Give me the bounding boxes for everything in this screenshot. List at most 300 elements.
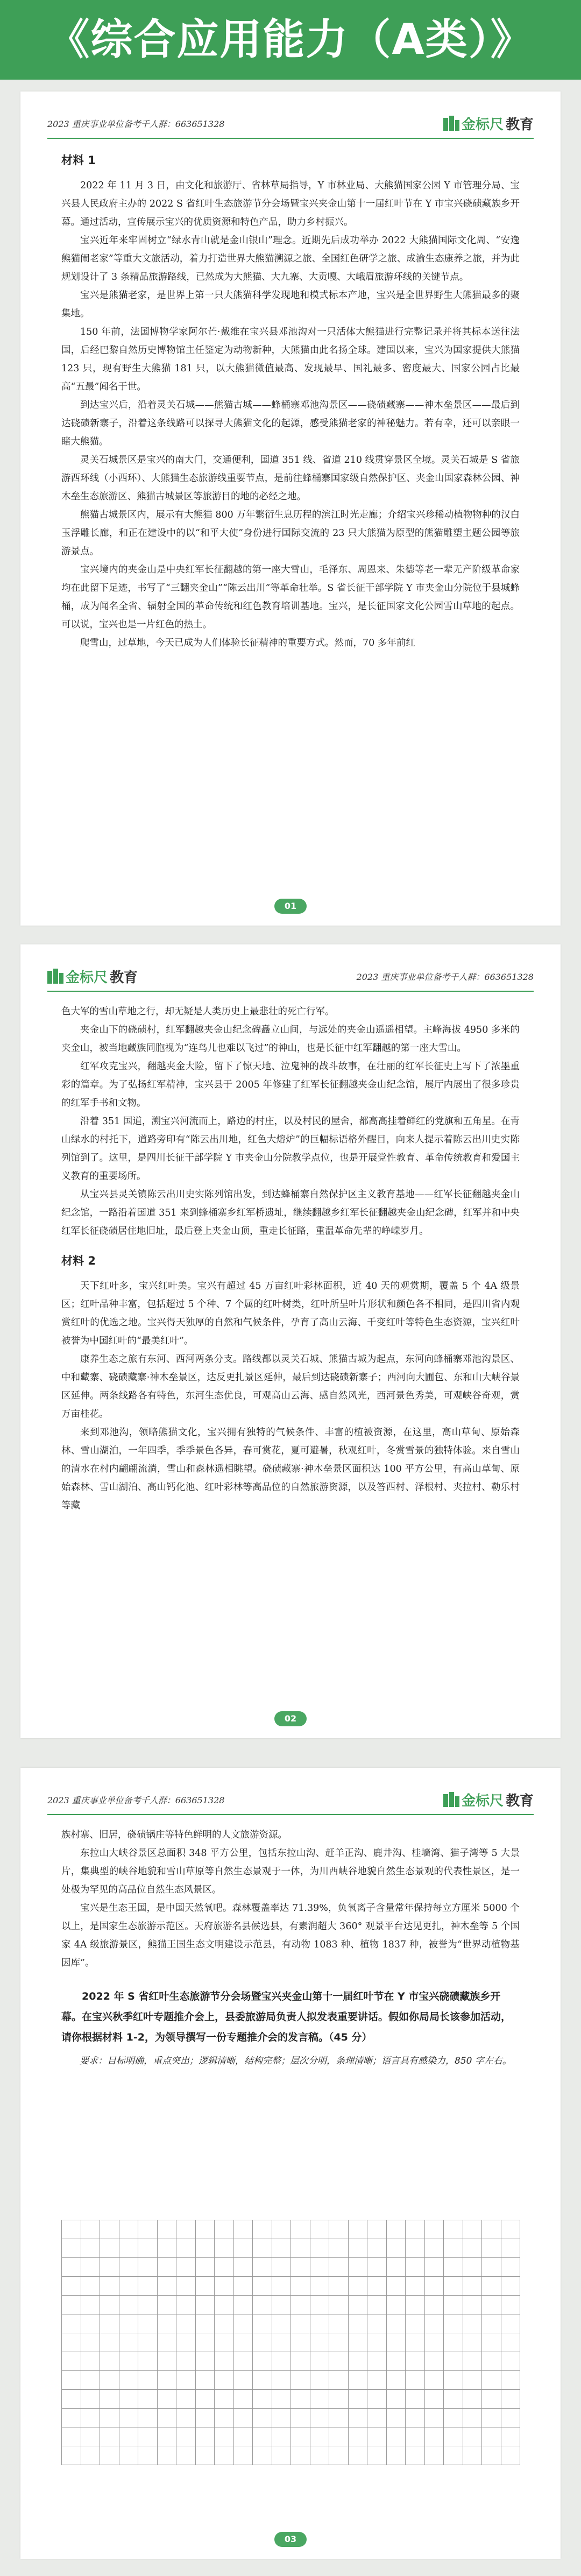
grid-cell[interactable] bbox=[81, 2239, 101, 2258]
grid-cell[interactable] bbox=[176, 2296, 196, 2314]
grid-cell[interactable] bbox=[291, 2239, 310, 2258]
grid-cell[interactable] bbox=[158, 2371, 177, 2390]
grid-cell[interactable] bbox=[62, 2220, 81, 2239]
grid-cell[interactable] bbox=[444, 2258, 463, 2277]
grid-cell[interactable] bbox=[81, 2220, 101, 2239]
grid-cell[interactable] bbox=[119, 2427, 139, 2446]
grid-cell[interactable] bbox=[349, 2258, 368, 2277]
answer-grid[interactable] bbox=[61, 2220, 520, 2465]
grid-cell[interactable] bbox=[234, 2390, 253, 2409]
grid-cell[interactable] bbox=[215, 2409, 234, 2427]
grid-cell[interactable] bbox=[253, 2390, 272, 2409]
grid-cell[interactable] bbox=[463, 2277, 483, 2296]
grid-cell[interactable] bbox=[463, 2409, 483, 2427]
grid-cell[interactable] bbox=[196, 2314, 215, 2333]
grid-cell[interactable] bbox=[272, 2314, 292, 2333]
grid-cell[interactable] bbox=[62, 2239, 81, 2258]
grid-cell[interactable] bbox=[138, 2427, 158, 2446]
grid-cell[interactable] bbox=[272, 2427, 292, 2446]
grid-cell[interactable] bbox=[310, 2427, 330, 2446]
grid-cell[interactable] bbox=[138, 2258, 158, 2277]
grid-cell[interactable] bbox=[158, 2446, 177, 2465]
grid-cell[interactable] bbox=[406, 2296, 425, 2314]
grid-cell[interactable] bbox=[272, 2258, 292, 2277]
grid-cell[interactable] bbox=[501, 2371, 521, 2390]
grid-cell[interactable] bbox=[349, 2390, 368, 2409]
grid-cell[interactable] bbox=[406, 2409, 425, 2427]
grid-cell[interactable] bbox=[81, 2352, 101, 2371]
grid-cell[interactable] bbox=[310, 2239, 330, 2258]
grid-cell[interactable] bbox=[463, 2352, 483, 2371]
grid-cell[interactable] bbox=[387, 2371, 406, 2390]
grid-cell[interactable] bbox=[234, 2352, 253, 2371]
grid-cell[interactable] bbox=[196, 2371, 215, 2390]
grid-cell[interactable] bbox=[234, 2277, 253, 2296]
grid-cell[interactable] bbox=[100, 2277, 119, 2296]
grid-cell[interactable] bbox=[81, 2296, 101, 2314]
grid-cell[interactable] bbox=[425, 2427, 444, 2446]
grid-cell[interactable] bbox=[62, 2446, 81, 2465]
grid-cell[interactable] bbox=[444, 2409, 463, 2427]
grid-cell[interactable] bbox=[501, 2427, 521, 2446]
grid-cell[interactable] bbox=[349, 2314, 368, 2333]
grid-cell[interactable] bbox=[501, 2277, 521, 2296]
grid-cell[interactable] bbox=[482, 2390, 501, 2409]
grid-cell[interactable] bbox=[501, 2333, 521, 2352]
grid-cell[interactable] bbox=[138, 2239, 158, 2258]
grid-cell[interactable] bbox=[367, 2296, 387, 2314]
grid-cell[interactable] bbox=[196, 2296, 215, 2314]
grid-cell[interactable] bbox=[176, 2277, 196, 2296]
grid-cell[interactable] bbox=[367, 2390, 387, 2409]
grid-cell[interactable] bbox=[425, 2314, 444, 2333]
grid-cell[interactable] bbox=[367, 2277, 387, 2296]
grid-cell[interactable] bbox=[253, 2239, 272, 2258]
grid-cell[interactable] bbox=[138, 2277, 158, 2296]
grid-cell[interactable] bbox=[367, 2314, 387, 2333]
grid-cell[interactable] bbox=[406, 2220, 425, 2239]
grid-cell[interactable] bbox=[62, 2371, 81, 2390]
grid-cell[interactable] bbox=[406, 2333, 425, 2352]
grid-cell[interactable] bbox=[176, 2352, 196, 2371]
grid-cell[interactable] bbox=[444, 2390, 463, 2409]
grid-cell[interactable] bbox=[215, 2390, 234, 2409]
grid-cell[interactable] bbox=[406, 2427, 425, 2446]
grid-cell[interactable] bbox=[482, 2220, 501, 2239]
grid-cell[interactable] bbox=[272, 2446, 292, 2465]
grid-cell[interactable] bbox=[272, 2277, 292, 2296]
grid-cell[interactable] bbox=[158, 2277, 177, 2296]
grid-cell[interactable] bbox=[501, 2352, 521, 2371]
grid-cell[interactable] bbox=[349, 2296, 368, 2314]
grid-cell[interactable] bbox=[253, 2333, 272, 2352]
grid-cell[interactable] bbox=[196, 2390, 215, 2409]
grid-cell[interactable] bbox=[100, 2446, 119, 2465]
grid-cell[interactable] bbox=[196, 2258, 215, 2277]
grid-cell[interactable] bbox=[501, 2409, 521, 2427]
grid-cell[interactable] bbox=[176, 2314, 196, 2333]
grid-cell[interactable] bbox=[158, 2427, 177, 2446]
grid-cell[interactable] bbox=[215, 2333, 234, 2352]
grid-cell[interactable] bbox=[349, 2277, 368, 2296]
grid-cell[interactable] bbox=[444, 2446, 463, 2465]
grid-cell[interactable] bbox=[329, 2427, 349, 2446]
grid-cell[interactable] bbox=[425, 2220, 444, 2239]
grid-cell[interactable] bbox=[406, 2258, 425, 2277]
grid-cell[interactable] bbox=[367, 2220, 387, 2239]
grid-cell[interactable] bbox=[291, 2258, 310, 2277]
grid-cell[interactable] bbox=[387, 2352, 406, 2371]
grid-cell[interactable] bbox=[387, 2258, 406, 2277]
grid-cell[interactable] bbox=[176, 2258, 196, 2277]
grid-cell[interactable] bbox=[196, 2352, 215, 2371]
grid-cell[interactable] bbox=[367, 2427, 387, 2446]
grid-cell[interactable] bbox=[482, 2352, 501, 2371]
grid-cell[interactable] bbox=[482, 2427, 501, 2446]
grid-cell[interactable] bbox=[501, 2314, 521, 2333]
grid-cell[interactable] bbox=[215, 2220, 234, 2239]
grid-cell[interactable] bbox=[234, 2446, 253, 2465]
grid-cell[interactable] bbox=[196, 2409, 215, 2427]
grid-cell[interactable] bbox=[119, 2409, 139, 2427]
grid-cell[interactable] bbox=[234, 2371, 253, 2390]
grid-cell[interactable] bbox=[158, 2352, 177, 2371]
grid-cell[interactable] bbox=[62, 2352, 81, 2371]
grid-cell[interactable] bbox=[291, 2296, 310, 2314]
grid-cell[interactable] bbox=[119, 2352, 139, 2371]
grid-cell[interactable] bbox=[176, 2390, 196, 2409]
grid-cell[interactable] bbox=[81, 2258, 101, 2277]
grid-cell[interactable] bbox=[81, 2277, 101, 2296]
grid-cell[interactable] bbox=[291, 2409, 310, 2427]
grid-cell[interactable] bbox=[406, 2371, 425, 2390]
grid-cell[interactable] bbox=[215, 2277, 234, 2296]
grid-cell[interactable] bbox=[158, 2333, 177, 2352]
grid-cell[interactable] bbox=[100, 2314, 119, 2333]
grid-cell[interactable] bbox=[387, 2333, 406, 2352]
grid-cell[interactable] bbox=[349, 2371, 368, 2390]
grid-cell[interactable] bbox=[463, 2371, 483, 2390]
grid-cell[interactable] bbox=[387, 2220, 406, 2239]
grid-cell[interactable] bbox=[482, 2239, 501, 2258]
grid-cell[interactable] bbox=[310, 2390, 330, 2409]
grid-cell[interactable] bbox=[158, 2409, 177, 2427]
grid-cell[interactable] bbox=[310, 2446, 330, 2465]
grid-cell[interactable] bbox=[138, 2409, 158, 2427]
grid-cell[interactable] bbox=[100, 2258, 119, 2277]
grid-cell[interactable] bbox=[387, 2277, 406, 2296]
grid-cell[interactable] bbox=[367, 2352, 387, 2371]
grid-cell[interactable] bbox=[444, 2333, 463, 2352]
grid-cell[interactable] bbox=[406, 2277, 425, 2296]
grid-cell[interactable] bbox=[367, 2333, 387, 2352]
grid-cell[interactable] bbox=[310, 2352, 330, 2371]
grid-cell[interactable] bbox=[291, 2427, 310, 2446]
grid-cell[interactable] bbox=[234, 2333, 253, 2352]
grid-cell[interactable] bbox=[482, 2314, 501, 2333]
grid-cell[interactable] bbox=[158, 2239, 177, 2258]
grid-cell[interactable] bbox=[501, 2446, 521, 2465]
grid-cell[interactable] bbox=[463, 2333, 483, 2352]
grid-cell[interactable] bbox=[406, 2390, 425, 2409]
grid-cell[interactable] bbox=[425, 2352, 444, 2371]
grid-cell[interactable] bbox=[196, 2427, 215, 2446]
grid-cell[interactable] bbox=[463, 2239, 483, 2258]
grid-cell[interactable] bbox=[272, 2220, 292, 2239]
grid-cell[interactable] bbox=[158, 2314, 177, 2333]
grid-cell[interactable] bbox=[329, 2390, 349, 2409]
grid-cell[interactable] bbox=[387, 2446, 406, 2465]
grid-cell[interactable] bbox=[100, 2239, 119, 2258]
grid-cell[interactable] bbox=[196, 2239, 215, 2258]
grid-cell[interactable] bbox=[196, 2277, 215, 2296]
grid-cell[interactable] bbox=[310, 2333, 330, 2352]
grid-cell[interactable] bbox=[100, 2371, 119, 2390]
grid-cell[interactable] bbox=[234, 2258, 253, 2277]
grid-cell[interactable] bbox=[291, 2220, 310, 2239]
grid-cell[interactable] bbox=[100, 2390, 119, 2409]
grid-cell[interactable] bbox=[310, 2277, 330, 2296]
grid-cell[interactable] bbox=[272, 2352, 292, 2371]
grid-cell[interactable] bbox=[310, 2314, 330, 2333]
grid-cell[interactable] bbox=[253, 2371, 272, 2390]
grid-cell[interactable] bbox=[367, 2239, 387, 2258]
grid-cell[interactable] bbox=[444, 2277, 463, 2296]
grid-cell[interactable] bbox=[196, 2220, 215, 2239]
grid-cell[interactable] bbox=[406, 2446, 425, 2465]
grid-cell[interactable] bbox=[215, 2314, 234, 2333]
grid-cell[interactable] bbox=[62, 2277, 81, 2296]
grid-cell[interactable] bbox=[253, 2446, 272, 2465]
grid-cell[interactable] bbox=[444, 2427, 463, 2446]
grid-cell[interactable] bbox=[81, 2333, 101, 2352]
grid-cell[interactable] bbox=[329, 2352, 349, 2371]
grid-cell[interactable] bbox=[138, 2296, 158, 2314]
grid-cell[interactable] bbox=[349, 2220, 368, 2239]
grid-cell[interactable] bbox=[253, 2296, 272, 2314]
grid-cell[interactable] bbox=[253, 2258, 272, 2277]
grid-cell[interactable] bbox=[349, 2446, 368, 2465]
grid-cell[interactable] bbox=[329, 2409, 349, 2427]
grid-cell[interactable] bbox=[119, 2371, 139, 2390]
grid-cell[interactable] bbox=[253, 2314, 272, 2333]
grid-cell[interactable] bbox=[425, 2239, 444, 2258]
grid-cell[interactable] bbox=[329, 2314, 349, 2333]
grid-cell[interactable] bbox=[234, 2239, 253, 2258]
grid-cell[interactable] bbox=[62, 2409, 81, 2427]
grid-cell[interactable] bbox=[444, 2220, 463, 2239]
grid-cell[interactable] bbox=[482, 2333, 501, 2352]
grid-cell[interactable] bbox=[329, 2371, 349, 2390]
grid-cell[interactable] bbox=[100, 2352, 119, 2371]
grid-cell[interactable] bbox=[62, 2296, 81, 2314]
grid-cell[interactable] bbox=[291, 2352, 310, 2371]
grid-cell[interactable] bbox=[253, 2427, 272, 2446]
grid-cell[interactable] bbox=[234, 2220, 253, 2239]
grid-cell[interactable] bbox=[406, 2239, 425, 2258]
grid-cell[interactable] bbox=[81, 2409, 101, 2427]
grid-cell[interactable] bbox=[138, 2220, 158, 2239]
grid-cell[interactable] bbox=[444, 2239, 463, 2258]
grid-cell[interactable] bbox=[501, 2258, 521, 2277]
grid-cell[interactable] bbox=[482, 2296, 501, 2314]
grid-cell[interactable] bbox=[387, 2390, 406, 2409]
grid-cell[interactable] bbox=[119, 2239, 139, 2258]
grid-cell[interactable] bbox=[425, 2333, 444, 2352]
grid-cell[interactable] bbox=[367, 2409, 387, 2427]
grid-cell[interactable] bbox=[387, 2314, 406, 2333]
grid-cell[interactable] bbox=[215, 2427, 234, 2446]
grid-cell[interactable] bbox=[138, 2314, 158, 2333]
grid-cell[interactable] bbox=[62, 2258, 81, 2277]
grid-cell[interactable] bbox=[81, 2371, 101, 2390]
grid-cell[interactable] bbox=[310, 2258, 330, 2277]
grid-cell[interactable] bbox=[463, 2390, 483, 2409]
grid-cell[interactable] bbox=[463, 2220, 483, 2239]
grid-cell[interactable] bbox=[100, 2427, 119, 2446]
grid-cell[interactable] bbox=[272, 2409, 292, 2427]
grid-cell[interactable] bbox=[253, 2220, 272, 2239]
grid-cell[interactable] bbox=[158, 2296, 177, 2314]
grid-cell[interactable] bbox=[215, 2446, 234, 2465]
grid-cell[interactable] bbox=[176, 2333, 196, 2352]
grid-cell[interactable] bbox=[367, 2446, 387, 2465]
grid-cell[interactable] bbox=[387, 2239, 406, 2258]
grid-cell[interactable] bbox=[272, 2390, 292, 2409]
grid-cell[interactable] bbox=[425, 2277, 444, 2296]
grid-cell[interactable] bbox=[310, 2296, 330, 2314]
grid-cell[interactable] bbox=[387, 2409, 406, 2427]
grid-cell[interactable] bbox=[425, 2409, 444, 2427]
grid-cell[interactable] bbox=[176, 2427, 196, 2446]
grid-cell[interactable] bbox=[291, 2333, 310, 2352]
grid-cell[interactable] bbox=[482, 2277, 501, 2296]
grid-cell[interactable] bbox=[310, 2371, 330, 2390]
grid-cell[interactable] bbox=[234, 2409, 253, 2427]
grid-cell[interactable] bbox=[463, 2446, 483, 2465]
grid-cell[interactable] bbox=[367, 2371, 387, 2390]
grid-cell[interactable] bbox=[272, 2296, 292, 2314]
grid-cell[interactable] bbox=[119, 2390, 139, 2409]
grid-cell[interactable] bbox=[81, 2427, 101, 2446]
grid-cell[interactable] bbox=[367, 2258, 387, 2277]
grid-cell[interactable] bbox=[100, 2296, 119, 2314]
grid-cell[interactable] bbox=[329, 2277, 349, 2296]
grid-cell[interactable] bbox=[215, 2352, 234, 2371]
grid-cell[interactable] bbox=[100, 2409, 119, 2427]
grid-cell[interactable] bbox=[138, 2352, 158, 2371]
grid-cell[interactable] bbox=[291, 2371, 310, 2390]
grid-cell[interactable] bbox=[291, 2390, 310, 2409]
grid-cell[interactable] bbox=[425, 2446, 444, 2465]
grid-cell[interactable] bbox=[215, 2371, 234, 2390]
grid-cell[interactable] bbox=[119, 2296, 139, 2314]
grid-cell[interactable] bbox=[329, 2333, 349, 2352]
grid-cell[interactable] bbox=[406, 2314, 425, 2333]
grid-cell[interactable] bbox=[425, 2390, 444, 2409]
grid-cell[interactable] bbox=[482, 2409, 501, 2427]
grid-cell[interactable] bbox=[196, 2333, 215, 2352]
grid-cell[interactable] bbox=[215, 2296, 234, 2314]
grid-cell[interactable] bbox=[176, 2371, 196, 2390]
grid-cell[interactable] bbox=[349, 2352, 368, 2371]
grid-cell[interactable] bbox=[196, 2446, 215, 2465]
grid-cell[interactable] bbox=[62, 2314, 81, 2333]
grid-cell[interactable] bbox=[158, 2220, 177, 2239]
grid-cell[interactable] bbox=[81, 2390, 101, 2409]
grid-cell[interactable] bbox=[444, 2314, 463, 2333]
grid-cell[interactable] bbox=[501, 2390, 521, 2409]
grid-cell[interactable] bbox=[253, 2277, 272, 2296]
grid-cell[interactable] bbox=[138, 2333, 158, 2352]
grid-cell[interactable] bbox=[62, 2427, 81, 2446]
grid-cell[interactable] bbox=[176, 2446, 196, 2465]
grid-cell[interactable] bbox=[119, 2220, 139, 2239]
grid-cell[interactable] bbox=[501, 2296, 521, 2314]
grid-cell[interactable] bbox=[425, 2371, 444, 2390]
grid-cell[interactable] bbox=[329, 2220, 349, 2239]
grid-cell[interactable] bbox=[272, 2239, 292, 2258]
grid-cell[interactable] bbox=[463, 2296, 483, 2314]
grid-cell[interactable] bbox=[81, 2314, 101, 2333]
grid-cell[interactable] bbox=[349, 2427, 368, 2446]
grid-cell[interactable] bbox=[463, 2314, 483, 2333]
grid-cell[interactable] bbox=[100, 2220, 119, 2239]
grid-cell[interactable] bbox=[62, 2390, 81, 2409]
grid-cell[interactable] bbox=[119, 2446, 139, 2465]
grid-cell[interactable] bbox=[176, 2409, 196, 2427]
grid-cell[interactable] bbox=[329, 2296, 349, 2314]
grid-cell[interactable] bbox=[349, 2409, 368, 2427]
grid-cell[interactable] bbox=[444, 2352, 463, 2371]
grid-cell[interactable] bbox=[272, 2371, 292, 2390]
grid-cell[interactable] bbox=[482, 2371, 501, 2390]
grid-cell[interactable] bbox=[291, 2446, 310, 2465]
grid-cell[interactable] bbox=[253, 2409, 272, 2427]
grid-cell[interactable] bbox=[138, 2390, 158, 2409]
grid-cell[interactable] bbox=[138, 2371, 158, 2390]
grid-cell[interactable] bbox=[425, 2258, 444, 2277]
grid-cell[interactable] bbox=[291, 2314, 310, 2333]
grid-cell[interactable] bbox=[329, 2258, 349, 2277]
grid-cell[interactable] bbox=[444, 2371, 463, 2390]
grid-cell[interactable] bbox=[406, 2352, 425, 2371]
grid-cell[interactable] bbox=[158, 2390, 177, 2409]
grid-cell[interactable] bbox=[463, 2258, 483, 2277]
grid-cell[interactable] bbox=[310, 2409, 330, 2427]
grid-cell[interactable] bbox=[234, 2296, 253, 2314]
grid-cell[interactable] bbox=[119, 2258, 139, 2277]
grid-cell[interactable] bbox=[482, 2258, 501, 2277]
grid-cell[interactable] bbox=[463, 2427, 483, 2446]
grid-cell[interactable] bbox=[81, 2446, 101, 2465]
grid-cell[interactable] bbox=[253, 2352, 272, 2371]
grid-cell[interactable] bbox=[501, 2220, 521, 2239]
grid-cell[interactable] bbox=[272, 2333, 292, 2352]
grid-cell[interactable] bbox=[291, 2277, 310, 2296]
grid-cell[interactable] bbox=[176, 2220, 196, 2239]
grid-cell[interactable] bbox=[310, 2220, 330, 2239]
grid-cell[interactable] bbox=[444, 2296, 463, 2314]
grid-cell[interactable] bbox=[501, 2239, 521, 2258]
grid-cell[interactable] bbox=[215, 2258, 234, 2277]
grid-cell[interactable] bbox=[119, 2333, 139, 2352]
grid-cell[interactable] bbox=[482, 2446, 501, 2465]
grid-cell[interactable] bbox=[234, 2314, 253, 2333]
grid-cell[interactable] bbox=[387, 2427, 406, 2446]
grid-cell[interactable] bbox=[119, 2314, 139, 2333]
grid-cell[interactable] bbox=[215, 2239, 234, 2258]
